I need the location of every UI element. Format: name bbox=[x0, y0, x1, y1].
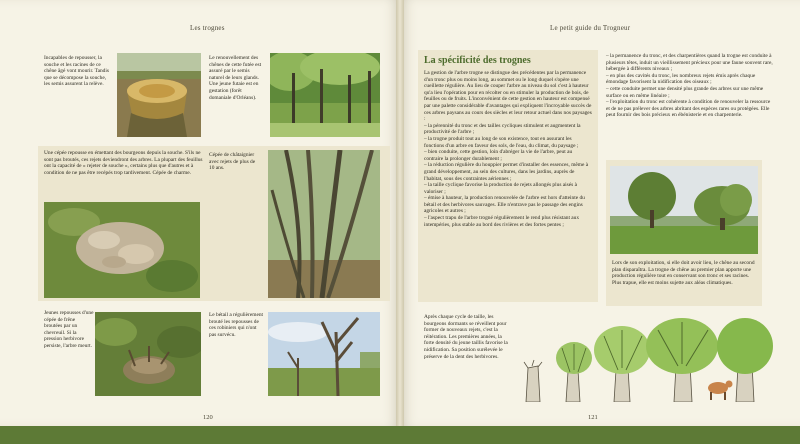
list-item: – l'exploitation du tronc est cohérente à condition de renouveler la ressource et de ne pas prélever des arbres abritant des espèces rares ou protégées. Elle peut fournir des bois précieux en ébénisterie et en charpenterie. bbox=[606, 99, 771, 119]
running-head: Les trognes bbox=[190, 24, 225, 32]
list-item: – la permanence du tronc, et des charpentières quand la trogne est conduite à plusieurs têtes, induit un vieillissement précieux pour une faune souvent rare, hébergée à différents niveaux ; bbox=[606, 53, 773, 73]
photo-robinia bbox=[268, 312, 380, 396]
drawing-trogne-cycle bbox=[512, 318, 774, 402]
caption-chestnut-cepee: Cépée de châtaignier avec rejets de plus de 10 ans. bbox=[209, 152, 256, 172]
caption-ash-browse: Jeunes repousses d'une cépée de frêne broutées par un chevreuil. Si la pression herbivore persiste, l'arbre meurt. bbox=[44, 310, 94, 349]
photo-charm-stump bbox=[44, 202, 200, 298]
caption-charm-cepee: Une cépée repousse en émettant des bourgeons depuis la souche. S'ils ne sont pas broutés, ces rejets deviendront des arbres. La plupart des feuillus ont la capacité de « rejeter de souche », certains plus que d'autres et à condition de ne pas être recépés trop tardivement. Cépée de charme. bbox=[44, 150, 203, 176]
list-item: – émise à hauteur, la production renouvelée de l'arbre est hors d'atteinte du bétail et des herbivores sauvages. Elle n'entrave pas le passage des engins agricoles et autres ; bbox=[424, 195, 585, 215]
background-strip bbox=[0, 426, 800, 444]
page-number-right: 121 bbox=[588, 414, 598, 421]
list-item: – la taille cyclique favorise la production de rejets allongés plus aisés à valoriser ; bbox=[424, 182, 577, 195]
list-item: – en plus des cavités du tronc, les nombreux rejets émis après chaque émondage favorisent la nidification des oiseaux ; bbox=[606, 72, 756, 86]
photo-chestnut-cepee bbox=[268, 150, 380, 298]
photo-oak-stump bbox=[117, 53, 201, 137]
section-title: La spécificité des trognes bbox=[424, 55, 531, 66]
list-item: – la réduction régulière du houppier permet d'installer des essences, même à grand développement, au sein des cultures, dans les jardins, auprès de l'habitat, sous des contraintes aériennes ; bbox=[424, 162, 589, 182]
right-page bbox=[400, 0, 800, 426]
list-item: – la trogne produit tout au long de son existence, tout en assurant les fonctions d'un arbre en faveur des sols, de l'eau, du climat, du paysage ; bbox=[424, 135, 579, 149]
caption-oak-trogne: Lors de son exploitation, si elle doit avoir lieu, le chêne au second plan disparaîtra. La trogne de chêne au premier plan apporte une production régulière tout en conservant son tronc et ses racines. Plus trapue, elle est moins sujette aux aléas climatiques. bbox=[612, 260, 755, 286]
page-number-left: 120 bbox=[203, 414, 213, 421]
paragraph: La gestion de l'arbre trogne se distingue des précédentes par la permanence d'un tronc plus ou moins long, au sommet ou le long duquel s'opère une cueillette régulière. Au lieu de couper l'arbre au niveau du sol c'est à hauteur qu'a lieu l'opération pour en récolter ou en stimuler la production de bois, de feuilles ou de fruits. L'inconvénient de cette gestion en hauteur est compensé par une palette considérable d'avantages qui expliquent l'incroyable succès de ces arbres paysans au cours des siècles et leur retour actuel dans nos paysages : bbox=[424, 70, 592, 123]
caption-oak-regeneration: Le renouvellement des chênes de cette futée est assuré par le semis naturel de leurs glands. Une jeune futaie est en gestation (forêt domaniale d'Orléans). bbox=[209, 55, 262, 101]
body-column-1 bbox=[424, 70, 592, 228]
running-head: Le petit guide du Trogneur bbox=[550, 24, 631, 32]
caption-robinia: Le bétail a régulièrement brouté les repousses de ces robiniers qui n'ont pas survécu. bbox=[209, 312, 264, 338]
photo-ash-stump bbox=[95, 312, 201, 396]
left-page bbox=[0, 0, 400, 426]
list-item: – bien conduite, cette gestion, loin d'abréger la vie de l'arbre, peut au contraire la prolonger durablement ; bbox=[424, 149, 573, 162]
list-item: – cette conduite permet une densité plus grande des arbres sur une même surface ou en même linéaire ; bbox=[606, 85, 764, 99]
photo-oak-forest bbox=[270, 53, 380, 137]
list-item: – l'aspect trapu de l'arbre trogné régulièrement le rend plus résistant aux intempéries, plus stable au bord des rivières et des fortes pentes ; bbox=[424, 215, 580, 228]
body-column-2 bbox=[606, 53, 774, 119]
photo-oak-trogne bbox=[610, 166, 758, 254]
caption-dead-oak: Incapables de repousser, la souche et les racines de ce chêne âgé vont mourir. Tandis que se décompose la souche, les semis assurent la relève. bbox=[44, 55, 109, 88]
caption-reiteration: Après chaque cycle de taille, les bourgeons dormants se réveillent pour former de nouveaux rejets, c'est la réitération. Les premières années, la forte densité du jeune taillis favorise la nidification. Sa position surélevée le préserve de la dent des herbivores. bbox=[424, 314, 508, 360]
book-gutter bbox=[396, 0, 404, 426]
list-item: – la pérennité du tronc et des tailles cycliques stimulent et augmentent la productivité de l'arbre ; bbox=[424, 122, 581, 136]
